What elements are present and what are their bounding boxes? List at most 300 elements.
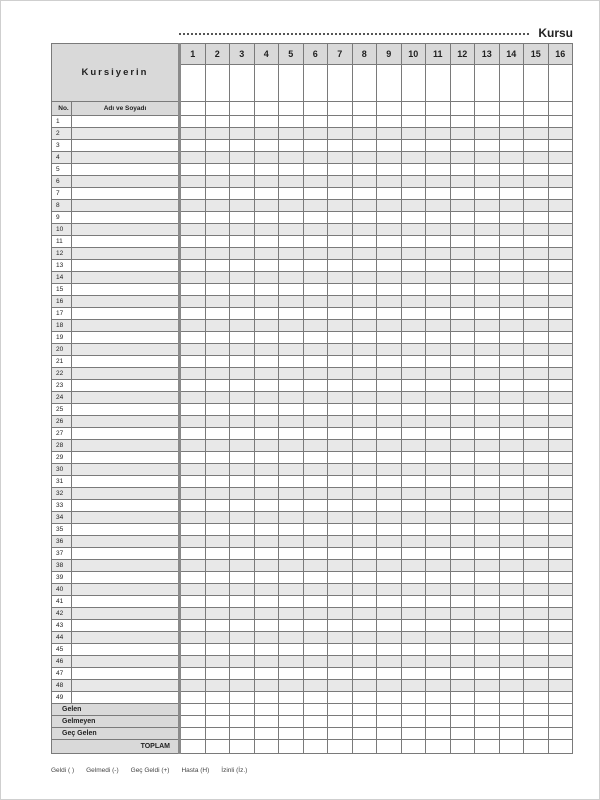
attendance-cell[interactable]: [401, 224, 426, 236]
student-name-cell[interactable]: [72, 428, 180, 440]
attendance-cell[interactable]: [230, 608, 255, 620]
attendance-cell[interactable]: [450, 296, 475, 308]
attendance-cell[interactable]: [475, 608, 500, 620]
attendance-cell[interactable]: [450, 164, 475, 176]
attendance-cell[interactable]: [524, 176, 549, 188]
attendance-cell[interactable]: [254, 596, 279, 608]
attendance-cell[interactable]: [499, 620, 524, 632]
attendance-cell[interactable]: [328, 548, 353, 560]
attendance-cell[interactable]: [279, 102, 304, 116]
attendance-cell[interactable]: [279, 392, 304, 404]
attendance-cell[interactable]: [230, 116, 255, 128]
attendance-cell[interactable]: [279, 380, 304, 392]
summary-cell[interactable]: [450, 716, 475, 728]
attendance-cell[interactable]: [499, 380, 524, 392]
attendance-cell[interactable]: [401, 440, 426, 452]
attendance-cell[interactable]: [254, 116, 279, 128]
attendance-cell[interactable]: [230, 200, 255, 212]
attendance-cell[interactable]: [426, 284, 451, 296]
attendance-cell[interactable]: [377, 668, 402, 680]
student-name-cell[interactable]: [72, 680, 180, 692]
total-cell[interactable]: [180, 740, 206, 754]
attendance-cell[interactable]: [450, 404, 475, 416]
attendance-cell[interactable]: [303, 200, 328, 212]
attendance-cell[interactable]: [230, 296, 255, 308]
attendance-cell[interactable]: [401, 248, 426, 260]
attendance-cell[interactable]: [180, 224, 206, 236]
attendance-cell[interactable]: [524, 416, 549, 428]
attendance-cell[interactable]: [303, 488, 328, 500]
attendance-cell[interactable]: [475, 188, 500, 200]
attendance-cell[interactable]: [328, 632, 353, 644]
attendance-cell[interactable]: [499, 368, 524, 380]
student-name-cell[interactable]: [72, 488, 180, 500]
attendance-cell[interactable]: [230, 656, 255, 668]
attendance-cell[interactable]: [548, 380, 573, 392]
attendance-cell[interactable]: [230, 332, 255, 344]
attendance-cell[interactable]: [328, 440, 353, 452]
attendance-cell[interactable]: [475, 596, 500, 608]
attendance-cell[interactable]: [499, 548, 524, 560]
attendance-cell[interactable]: [450, 140, 475, 152]
attendance-cell[interactable]: [230, 344, 255, 356]
student-name-cell[interactable]: [72, 440, 180, 452]
attendance-cell[interactable]: [450, 212, 475, 224]
attendance-cell[interactable]: [450, 224, 475, 236]
attendance-cell[interactable]: [450, 416, 475, 428]
attendance-cell[interactable]: [254, 248, 279, 260]
day-blank-cell[interactable]: [401, 65, 426, 102]
attendance-cell[interactable]: [499, 344, 524, 356]
attendance-cell[interactable]: [377, 200, 402, 212]
attendance-cell[interactable]: [254, 524, 279, 536]
attendance-cell[interactable]: [401, 236, 426, 248]
attendance-cell[interactable]: [426, 404, 451, 416]
attendance-cell[interactable]: [548, 596, 573, 608]
attendance-cell[interactable]: [303, 572, 328, 584]
attendance-cell[interactable]: [548, 102, 573, 116]
attendance-cell[interactable]: [426, 272, 451, 284]
attendance-cell[interactable]: [426, 536, 451, 548]
attendance-cell[interactable]: [450, 632, 475, 644]
student-name-cell[interactable]: [72, 536, 180, 548]
attendance-cell[interactable]: [499, 224, 524, 236]
attendance-cell[interactable]: [524, 584, 549, 596]
attendance-cell[interactable]: [475, 344, 500, 356]
attendance-cell[interactable]: [328, 116, 353, 128]
attendance-cell[interactable]: [303, 152, 328, 164]
attendance-cell[interactable]: [352, 560, 377, 572]
attendance-cell[interactable]: [377, 164, 402, 176]
attendance-cell[interactable]: [180, 116, 206, 128]
course-name-blank[interactable]: [179, 33, 529, 35]
attendance-cell[interactable]: [352, 404, 377, 416]
attendance-cell[interactable]: [548, 272, 573, 284]
summary-cell[interactable]: [328, 728, 353, 740]
summary-cell[interactable]: [205, 704, 230, 716]
attendance-cell[interactable]: [352, 680, 377, 692]
attendance-cell[interactable]: [524, 680, 549, 692]
attendance-cell[interactable]: [230, 404, 255, 416]
attendance-cell[interactable]: [377, 512, 402, 524]
attendance-cell[interactable]: [499, 440, 524, 452]
attendance-cell[interactable]: [377, 368, 402, 380]
attendance-cell[interactable]: [377, 644, 402, 656]
attendance-cell[interactable]: [548, 224, 573, 236]
attendance-cell[interactable]: [279, 116, 304, 128]
attendance-cell[interactable]: [426, 560, 451, 572]
attendance-cell[interactable]: [230, 164, 255, 176]
attendance-cell[interactable]: [205, 416, 230, 428]
student-name-cell[interactable]: [72, 608, 180, 620]
attendance-cell[interactable]: [180, 560, 206, 572]
attendance-cell[interactable]: [230, 308, 255, 320]
attendance-cell[interactable]: [328, 152, 353, 164]
attendance-cell[interactable]: [180, 632, 206, 644]
summary-cell[interactable]: [205, 716, 230, 728]
summary-cell[interactable]: [450, 704, 475, 716]
attendance-cell[interactable]: [352, 212, 377, 224]
attendance-cell[interactable]: [524, 164, 549, 176]
attendance-cell[interactable]: [377, 236, 402, 248]
attendance-cell[interactable]: [450, 464, 475, 476]
attendance-cell[interactable]: [279, 284, 304, 296]
attendance-cell[interactable]: [303, 344, 328, 356]
attendance-cell[interactable]: [475, 212, 500, 224]
attendance-cell[interactable]: [426, 596, 451, 608]
attendance-cell[interactable]: [450, 548, 475, 560]
attendance-cell[interactable]: [450, 308, 475, 320]
attendance-cell[interactable]: [548, 248, 573, 260]
attendance-cell[interactable]: [401, 356, 426, 368]
student-name-cell[interactable]: [72, 152, 180, 164]
attendance-cell[interactable]: [401, 200, 426, 212]
attendance-cell[interactable]: [205, 224, 230, 236]
attendance-cell[interactable]: [303, 332, 328, 344]
summary-cell[interactable]: [401, 716, 426, 728]
attendance-cell[interactable]: [180, 548, 206, 560]
attendance-cell[interactable]: [180, 452, 206, 464]
attendance-cell[interactable]: [254, 536, 279, 548]
attendance-cell[interactable]: [475, 488, 500, 500]
attendance-cell[interactable]: [230, 380, 255, 392]
attendance-cell[interactable]: [401, 692, 426, 704]
attendance-cell[interactable]: [279, 152, 304, 164]
attendance-cell[interactable]: [548, 668, 573, 680]
attendance-cell[interactable]: [377, 272, 402, 284]
attendance-cell[interactable]: [205, 356, 230, 368]
summary-cell[interactable]: [426, 704, 451, 716]
total-cell[interactable]: [548, 740, 573, 754]
attendance-cell[interactable]: [180, 464, 206, 476]
attendance-cell[interactable]: [352, 584, 377, 596]
attendance-cell[interactable]: [205, 212, 230, 224]
attendance-cell[interactable]: [450, 680, 475, 692]
attendance-cell[interactable]: [377, 440, 402, 452]
attendance-cell[interactable]: [548, 572, 573, 584]
attendance-cell[interactable]: [401, 620, 426, 632]
attendance-cell[interactable]: [205, 284, 230, 296]
attendance-cell[interactable]: [426, 512, 451, 524]
attendance-cell[interactable]: [352, 260, 377, 272]
attendance-cell[interactable]: [254, 680, 279, 692]
attendance-cell[interactable]: [524, 500, 549, 512]
attendance-cell[interactable]: [279, 644, 304, 656]
total-cell[interactable]: [524, 740, 549, 754]
attendance-cell[interactable]: [426, 548, 451, 560]
attendance-cell[interactable]: [524, 200, 549, 212]
attendance-cell[interactable]: [426, 248, 451, 260]
attendance-cell[interactable]: [426, 320, 451, 332]
attendance-cell[interactable]: [254, 308, 279, 320]
attendance-cell[interactable]: [401, 428, 426, 440]
attendance-cell[interactable]: [499, 392, 524, 404]
attendance-cell[interactable]: [205, 380, 230, 392]
attendance-cell[interactable]: [279, 416, 304, 428]
attendance-cell[interactable]: [499, 272, 524, 284]
summary-cell[interactable]: [303, 704, 328, 716]
attendance-cell[interactable]: [548, 152, 573, 164]
attendance-cell[interactable]: [377, 560, 402, 572]
attendance-cell[interactable]: [303, 680, 328, 692]
attendance-cell[interactable]: [377, 524, 402, 536]
attendance-cell[interactable]: [230, 488, 255, 500]
attendance-cell[interactable]: [352, 500, 377, 512]
attendance-cell[interactable]: [426, 416, 451, 428]
attendance-cell[interactable]: [524, 404, 549, 416]
attendance-cell[interactable]: [230, 500, 255, 512]
attendance-cell[interactable]: [475, 692, 500, 704]
total-cell[interactable]: [279, 740, 304, 754]
attendance-cell[interactable]: [450, 116, 475, 128]
attendance-cell[interactable]: [279, 404, 304, 416]
attendance-cell[interactable]: [499, 296, 524, 308]
attendance-cell[interactable]: [548, 392, 573, 404]
attendance-cell[interactable]: [377, 176, 402, 188]
attendance-cell[interactable]: [548, 476, 573, 488]
attendance-cell[interactable]: [328, 488, 353, 500]
day-blank-cell[interactable]: [279, 65, 304, 102]
attendance-cell[interactable]: [450, 596, 475, 608]
summary-cell[interactable]: [180, 716, 206, 728]
attendance-cell[interactable]: [254, 488, 279, 500]
attendance-cell[interactable]: [524, 548, 549, 560]
attendance-cell[interactable]: [426, 668, 451, 680]
attendance-cell[interactable]: [524, 392, 549, 404]
attendance-cell[interactable]: [450, 692, 475, 704]
attendance-cell[interactable]: [352, 512, 377, 524]
attendance-cell[interactable]: [377, 380, 402, 392]
attendance-cell[interactable]: [352, 308, 377, 320]
attendance-cell[interactable]: [328, 368, 353, 380]
attendance-cell[interactable]: [254, 152, 279, 164]
total-cell[interactable]: [450, 740, 475, 754]
attendance-cell[interactable]: [352, 428, 377, 440]
attendance-cell[interactable]: [279, 572, 304, 584]
attendance-cell[interactable]: [279, 464, 304, 476]
attendance-cell[interactable]: [279, 188, 304, 200]
total-cell[interactable]: [205, 740, 230, 754]
attendance-cell[interactable]: [426, 224, 451, 236]
attendance-cell[interactable]: [328, 272, 353, 284]
attendance-cell[interactable]: [328, 320, 353, 332]
attendance-cell[interactable]: [450, 284, 475, 296]
attendance-cell[interactable]: [328, 284, 353, 296]
attendance-cell[interactable]: [230, 320, 255, 332]
summary-cell[interactable]: [401, 728, 426, 740]
student-name-cell[interactable]: [72, 596, 180, 608]
attendance-cell[interactable]: [499, 212, 524, 224]
student-name-cell[interactable]: [72, 296, 180, 308]
attendance-cell[interactable]: [401, 140, 426, 152]
attendance-cell[interactable]: [426, 452, 451, 464]
attendance-cell[interactable]: [499, 404, 524, 416]
attendance-cell[interactable]: [426, 464, 451, 476]
attendance-cell[interactable]: [377, 620, 402, 632]
attendance-cell[interactable]: [524, 356, 549, 368]
attendance-cell[interactable]: [548, 440, 573, 452]
attendance-cell[interactable]: [303, 296, 328, 308]
attendance-cell[interactable]: [377, 284, 402, 296]
attendance-cell[interactable]: [180, 524, 206, 536]
attendance-cell[interactable]: [426, 500, 451, 512]
attendance-cell[interactable]: [279, 488, 304, 500]
attendance-cell[interactable]: [426, 608, 451, 620]
student-name-cell[interactable]: [72, 128, 180, 140]
attendance-cell[interactable]: [230, 668, 255, 680]
attendance-cell[interactable]: [230, 548, 255, 560]
attendance-cell[interactable]: [524, 260, 549, 272]
attendance-cell[interactable]: [426, 476, 451, 488]
attendance-cell[interactable]: [180, 536, 206, 548]
attendance-cell[interactable]: [230, 572, 255, 584]
attendance-cell[interactable]: [450, 320, 475, 332]
attendance-cell[interactable]: [180, 188, 206, 200]
attendance-cell[interactable]: [352, 632, 377, 644]
attendance-cell[interactable]: [548, 200, 573, 212]
attendance-cell[interactable]: [254, 404, 279, 416]
attendance-cell[interactable]: [279, 308, 304, 320]
attendance-cell[interactable]: [377, 140, 402, 152]
attendance-cell[interactable]: [205, 488, 230, 500]
attendance-cell[interactable]: [303, 500, 328, 512]
attendance-cell[interactable]: [180, 596, 206, 608]
attendance-cell[interactable]: [377, 404, 402, 416]
attendance-cell[interactable]: [426, 572, 451, 584]
summary-cell[interactable]: [254, 704, 279, 716]
attendance-cell[interactable]: [230, 452, 255, 464]
attendance-cell[interactable]: [254, 344, 279, 356]
attendance-cell[interactable]: [303, 248, 328, 260]
attendance-cell[interactable]: [524, 656, 549, 668]
attendance-cell[interactable]: [450, 248, 475, 260]
attendance-cell[interactable]: [401, 188, 426, 200]
attendance-cell[interactable]: [524, 248, 549, 260]
attendance-cell[interactable]: [180, 440, 206, 452]
attendance-cell[interactable]: [377, 464, 402, 476]
attendance-cell[interactable]: [450, 644, 475, 656]
attendance-cell[interactable]: [450, 332, 475, 344]
attendance-cell[interactable]: [205, 692, 230, 704]
attendance-cell[interactable]: [230, 476, 255, 488]
attendance-cell[interactable]: [303, 524, 328, 536]
attendance-cell[interactable]: [352, 248, 377, 260]
attendance-cell[interactable]: [524, 608, 549, 620]
attendance-cell[interactable]: [524, 272, 549, 284]
attendance-cell[interactable]: [303, 656, 328, 668]
attendance-cell[interactable]: [499, 524, 524, 536]
attendance-cell[interactable]: [352, 272, 377, 284]
summary-cell[interactable]: [254, 728, 279, 740]
attendance-cell[interactable]: [205, 572, 230, 584]
attendance-cell[interactable]: [254, 416, 279, 428]
attendance-cell[interactable]: [426, 164, 451, 176]
attendance-cell[interactable]: [303, 308, 328, 320]
attendance-cell[interactable]: [401, 404, 426, 416]
attendance-cell[interactable]: [548, 140, 573, 152]
day-blank-cell[interactable]: [524, 65, 549, 102]
attendance-cell[interactable]: [377, 356, 402, 368]
attendance-cell[interactable]: [279, 692, 304, 704]
attendance-cell[interactable]: [450, 608, 475, 620]
attendance-cell[interactable]: [475, 284, 500, 296]
day-blank-cell[interactable]: [352, 65, 377, 102]
total-cell[interactable]: [303, 740, 328, 754]
attendance-cell[interactable]: [279, 164, 304, 176]
attendance-cell[interactable]: [377, 224, 402, 236]
attendance-cell[interactable]: [524, 284, 549, 296]
attendance-cell[interactable]: [328, 140, 353, 152]
attendance-cell[interactable]: [303, 260, 328, 272]
summary-cell[interactable]: [377, 716, 402, 728]
attendance-cell[interactable]: [230, 644, 255, 656]
attendance-cell[interactable]: [475, 332, 500, 344]
attendance-cell[interactable]: [401, 560, 426, 572]
attendance-cell[interactable]: [180, 332, 206, 344]
attendance-cell[interactable]: [230, 102, 255, 116]
attendance-cell[interactable]: [328, 560, 353, 572]
attendance-cell[interactable]: [180, 164, 206, 176]
attendance-cell[interactable]: [401, 536, 426, 548]
day-blank-cell[interactable]: [499, 65, 524, 102]
attendance-cell[interactable]: [205, 464, 230, 476]
attendance-cell[interactable]: [426, 380, 451, 392]
attendance-cell[interactable]: [352, 464, 377, 476]
student-name-cell[interactable]: [72, 548, 180, 560]
attendance-cell[interactable]: [254, 428, 279, 440]
attendance-cell[interactable]: [230, 224, 255, 236]
summary-cell[interactable]: [230, 716, 255, 728]
attendance-cell[interactable]: [524, 668, 549, 680]
attendance-cell[interactable]: [548, 164, 573, 176]
attendance-cell[interactable]: [328, 356, 353, 368]
attendance-cell[interactable]: [475, 152, 500, 164]
attendance-cell[interactable]: [328, 188, 353, 200]
total-cell[interactable]: [328, 740, 353, 754]
attendance-cell[interactable]: [450, 128, 475, 140]
attendance-cell[interactable]: [279, 608, 304, 620]
attendance-cell[interactable]: [230, 152, 255, 164]
attendance-cell[interactable]: [524, 632, 549, 644]
attendance-cell[interactable]: [303, 512, 328, 524]
attendance-cell[interactable]: [450, 200, 475, 212]
student-name-cell[interactable]: [72, 164, 180, 176]
attendance-cell[interactable]: [180, 152, 206, 164]
attendance-cell[interactable]: [254, 644, 279, 656]
attendance-cell[interactable]: [328, 644, 353, 656]
attendance-cell[interactable]: [303, 536, 328, 548]
attendance-cell[interactable]: [205, 596, 230, 608]
